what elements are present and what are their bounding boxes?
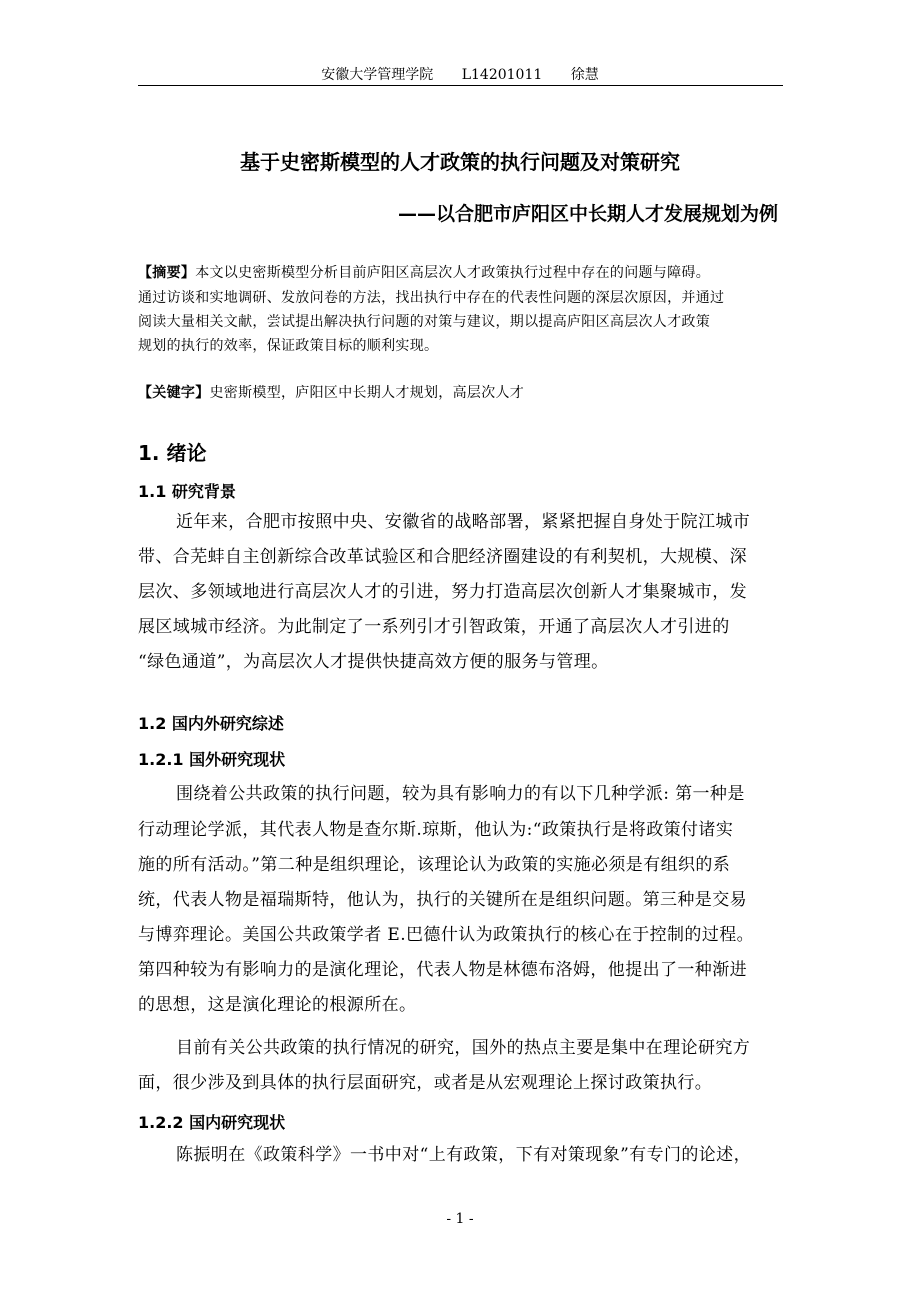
keywords-line (138, 382, 524, 402)
para-2-line-1: 围绕着公共政策的执行问题，较为具有影响力的有以下几种学派: 第一种是 (176, 784, 745, 804)
section-1-2-heading: 1.2 国内外研究综述 (138, 714, 284, 733)
para-1-line-2: 带、合芜蚌自主创新综合改革试验区和合肥经济圈建设的有利契机，大规模、深 (138, 547, 747, 567)
section-1-1-heading: 1.1 研究背景 (138, 482, 236, 501)
abstract-text-1: 本文以史密斯模型分析目前庐阳区高层次人才政策执行过程中存在的问题与障碍。 (195, 265, 711, 281)
paper-title: 基于史密斯模型的人才政策的执行问题及对策研究 (240, 150, 680, 174)
para-2-line-4: 统，代表人物是福瑞斯特，他认为，执行的关键所在是组织问题。第三种是交易 (138, 890, 747, 910)
para-3-line-2: 面，很少涉及到具体的执行层面研究，或者是从宏观理论上探讨政策执行。 (138, 1073, 713, 1093)
header-student-id: L14201011 (461, 67, 543, 83)
section-1-2-1-heading: 1.2.1 国外研究现状 (138, 750, 286, 769)
section-1-heading: 1. 绪论 (138, 441, 207, 465)
para-1-line-4: 展区域城市经济。为此制定了一系列引才引智政策，开通了高层次人才引进的 (138, 617, 730, 637)
para-1-line-5: “绿色通道”，为高层次人才提供快捷高效方便的服务与管理。 (138, 652, 609, 672)
abstract-line-4: 规划的执行的效率，保证政策目标的顺利实现。 (138, 338, 439, 354)
section-1-2-2-heading: 1.2.2 国内研究现状 (138, 1113, 286, 1132)
para-2-line-3: 施的所有活动。”第二种是组织理论，该理论认为政策的实施必须是有组织的系 (138, 855, 731, 875)
para-3-line-1: 目前有关公共政策的执行情况的研究，国外的热点主要是集中在理论研究方 (176, 1038, 751, 1058)
abstract-line-2: 通过访谈和实地调研、发放问卷的方法，找出执行中存在的代表性问题的深层次原因，并通过 (138, 290, 725, 306)
para-1-line-1: 近年来，合肥市按照中央、安徽省的战略部署，紧紧把握自身处于院江城市 (176, 512, 751, 532)
keywords-label: 【关键字】 (138, 385, 210, 401)
keywords-text: 史密斯模型，庐阳区中长期人才规划，高层次人才 (209, 385, 525, 401)
para-1-line-3: 层次、多领域地进行高层次人才的引进，努力打造高层次创新人才集聚城市，发 (138, 582, 747, 602)
abstract-line-3: 阅读大量相关文献，尝试提出解决执行问题的对策与建议，期以提高庐阳区高层次人才政策 (138, 314, 710, 330)
abstract-line-1 (138, 262, 710, 282)
para-4-line-1: 陈振明在《政策科学》一书中对“上有政策，下有对策现象”有专门的论述， (176, 1145, 751, 1165)
running-header (0, 64, 920, 84)
paper-subtitle: ——以合肥市庐阳区中长期人才发展规划为例 (397, 203, 778, 225)
para-2-line-7: 的思想，这是演化理论的根源所在。 (138, 995, 417, 1015)
header-author: 徐慧 (570, 67, 599, 83)
para-2-line-2: 行动理论学派，其代表人物是查尔斯.琼斯，他认为:“政策执行是将政策付诸实 (138, 820, 734, 840)
para-2-line-5: 与博弈理论。美国公共政策学者 E.巴德什认为政策执行的核心在于控制的过程。 (138, 925, 755, 945)
page-number: - 1 - (446, 1211, 474, 1227)
header-school: 安徽大学管理学院 (321, 67, 434, 83)
para-2-line-6: 第四种较为有影响力的是演化理论，代表人物是林德布洛姆，他提出了一种渐进 (138, 960, 747, 980)
abstract-label: 【摘要】 (138, 265, 196, 281)
header-rule (138, 85, 783, 86)
